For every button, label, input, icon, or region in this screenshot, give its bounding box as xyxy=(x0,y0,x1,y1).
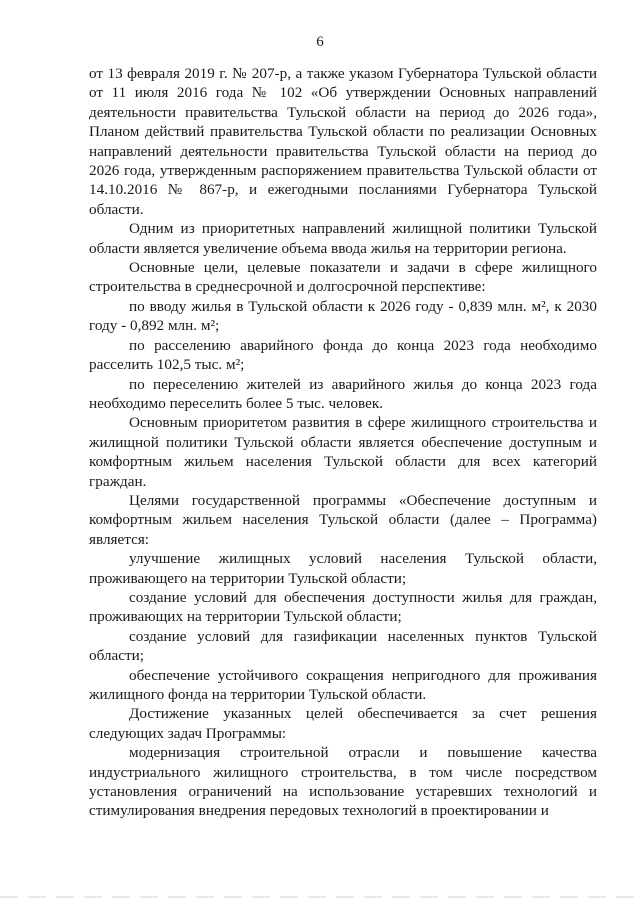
paragraph: Целями государственной программы «Обеспечение доступным и комфортным жильем населения Тульской области (далее – Программа) является: xyxy=(89,491,597,548)
paragraph: Основные цели, целевые показатели и задачи в сфере жилищного строительства в среднесрочной и долгосрочной перспективе: xyxy=(89,259,597,296)
page-number: 6 xyxy=(316,34,324,50)
paragraph: создание условий для обеспечения доступности жилья для граждан, проживающих на территории Тульской области; xyxy=(89,588,597,626)
paragraph: Одним из приоритетных направлений жилищной политики Тульской области является увеличение объема ввода жилья на территории региона. xyxy=(89,220,597,257)
paragraph: по вводу жилья в Тульской области к 2026 году - 0,839 млн. м², к 2030 году - 0,892 млн. м²; xyxy=(89,297,597,335)
scan-edge-artifact xyxy=(0,896,640,898)
paragraph: по расселению аварийного фонда до конца 2023 года необходимо расселить 102,5 тыс. м²; xyxy=(89,336,597,374)
paragraph: по переселению жителей из аварийного жилья до конца 2023 года необходимо переселить более 5 тыс. человек. xyxy=(89,375,597,412)
paragraph: обеспечение устойчивого сокращения непригодного для проживания жилищного фонда на территории Тульской области. xyxy=(89,666,597,703)
document-body xyxy=(89,64,597,821)
paragraph: от 13 февраля 2019 г. № 207-р, а также указом Губернатора Тульской области от 11 июля 2016 года № 102 «Об утверждении Основных направлений деятельности правительства Тульской области на период до 2026 года», Планом действий правительства Тульской области по реализации Основных направлений деятельности правительства Тульской области на период до 2026 года, утвержденным распоряжением правительства Тульской области от 14.10.2016 № 867-р, и ежегодными посланиями Губернатора Тульской области. xyxy=(89,65,597,218)
paragraph: улучшение жилищных условий населения Тульской области, проживающего на территории Тульской области; xyxy=(89,550,597,587)
paragraph: Достижение указанных целей обеспечивается за счет решения следующих задач Программы: xyxy=(89,705,597,742)
paragraph: Основным приоритетом развития в сфере жилищного строительства и жилищной политики Тульской области является обеспечение доступным и комфортным жильем населения Тульской области для всех категорий граждан. xyxy=(89,414,597,490)
paragraph: модернизация строительной отрасли и повышение качества индустриального жилищного строительства, в том числе посредством установления ограничений на использование устаревших технологий и стимулирования внедрения передовых технологий в проектировании и xyxy=(89,744,597,820)
paragraph: создание условий для газификации населенных пунктов Тульской области; xyxy=(89,627,597,665)
